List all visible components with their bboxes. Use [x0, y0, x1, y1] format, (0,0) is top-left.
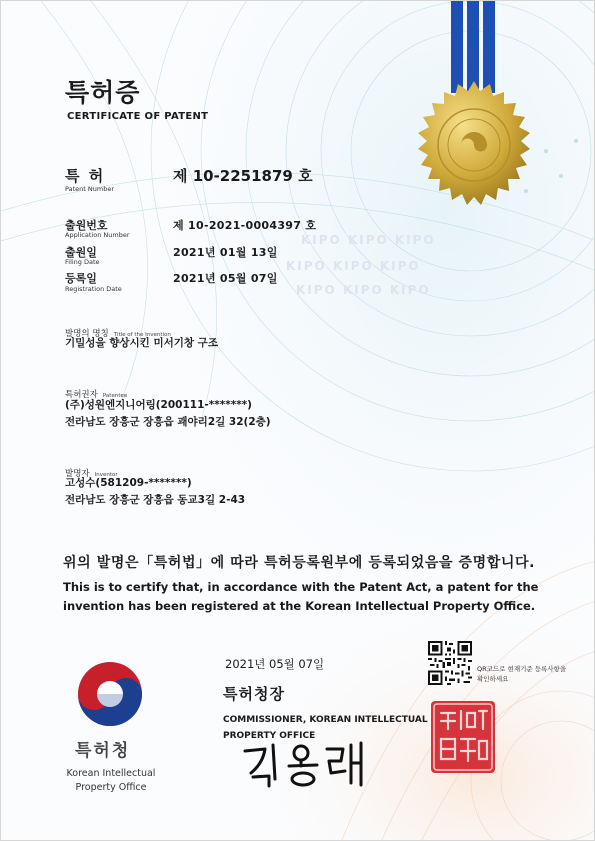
commissioner-title: 특허청장	[223, 685, 285, 703]
patentee-name: (주)성원엔지니어링(200111-*******)	[65, 399, 252, 411]
filing-date-value: 2021년 01월 13일	[173, 246, 278, 259]
application-number-label: 출원번호	[65, 219, 108, 232]
filing-date-label: 출원일	[65, 246, 97, 259]
inventor-name: 고성수(581209-*******)	[65, 477, 192, 489]
gold-seal-emblem	[399, 79, 549, 229]
inventor-label: 발명자	[65, 469, 90, 479]
office-name-en: Korean Intellectual Property Office	[66, 768, 156, 793]
watermark-text: KIPO KIPO KIPO	[301, 233, 436, 247]
patent-number-value: 제 10-2251879 호	[173, 167, 313, 185]
invention-title: 기밀성을 향상시킨 미서기창 구조	[65, 337, 218, 349]
invention-label-en: Title of the Invention	[113, 332, 171, 338]
qr-code[interactable]	[428, 641, 472, 685]
patentee-label-en: Patentee	[102, 393, 128, 399]
certification-statement-ko: 위의 발명은「특허법」에 따라 특허등록원부에 등록되었음을 증명합니다.	[63, 555, 536, 571]
watermark-text: KIPO KIPO KIPO	[286, 259, 421, 273]
application-number-value: 제 10-2021-0004397 호	[173, 219, 317, 232]
patent-number-label: 특 허	[65, 167, 106, 185]
issue-date: 2021년 05월 07일	[225, 657, 325, 671]
application-number-label-en: Application Number	[65, 231, 130, 239]
certificate-title-en: CERTIFICATE OF PATENT	[67, 111, 209, 122]
invention-label: 발명의 명칭	[65, 329, 109, 339]
kipo-taegeuk-logo	[75, 659, 145, 729]
registration-date-label: 등록일	[65, 272, 97, 285]
inventor-label-en: Inventor	[94, 472, 118, 478]
qr-note: QR코드로 현재기준 등록사항을 확인하세요	[477, 665, 567, 683]
office-name: 특허청	[75, 741, 131, 761]
commissioner-signature	[239, 739, 379, 789]
official-red-stamp	[429, 699, 497, 775]
patentee-label: 특허권자	[65, 390, 98, 400]
watermark-text: KIPO KIPO KIPO	[296, 283, 431, 297]
commissioner-title-en: COMMISSIONER, KOREAN INTELLECTUAL PROPERTY OFFICE	[223, 715, 428, 741]
patent-number-label-en: Patent Number	[65, 185, 115, 193]
certificate-title: 특허증	[65, 78, 141, 107]
registration-date-label-en: Registration Date	[65, 285, 122, 293]
patentee-address: 전라남도 장흥군 장흥읍 괘야리2길 32(2층)	[65, 416, 271, 428]
inventor-address: 전라남도 장흥군 장흥읍 동교3길 2-43	[65, 494, 246, 506]
filing-date-label-en: Filing Date	[65, 258, 100, 266]
certification-statement-en: This is to certify that, in accordance with the Patent Act, a patent for the invention has been registered at the Korean Intellectual Property Office.	[63, 580, 539, 613]
registration-date-value: 2021년 05월 07일	[173, 272, 278, 285]
